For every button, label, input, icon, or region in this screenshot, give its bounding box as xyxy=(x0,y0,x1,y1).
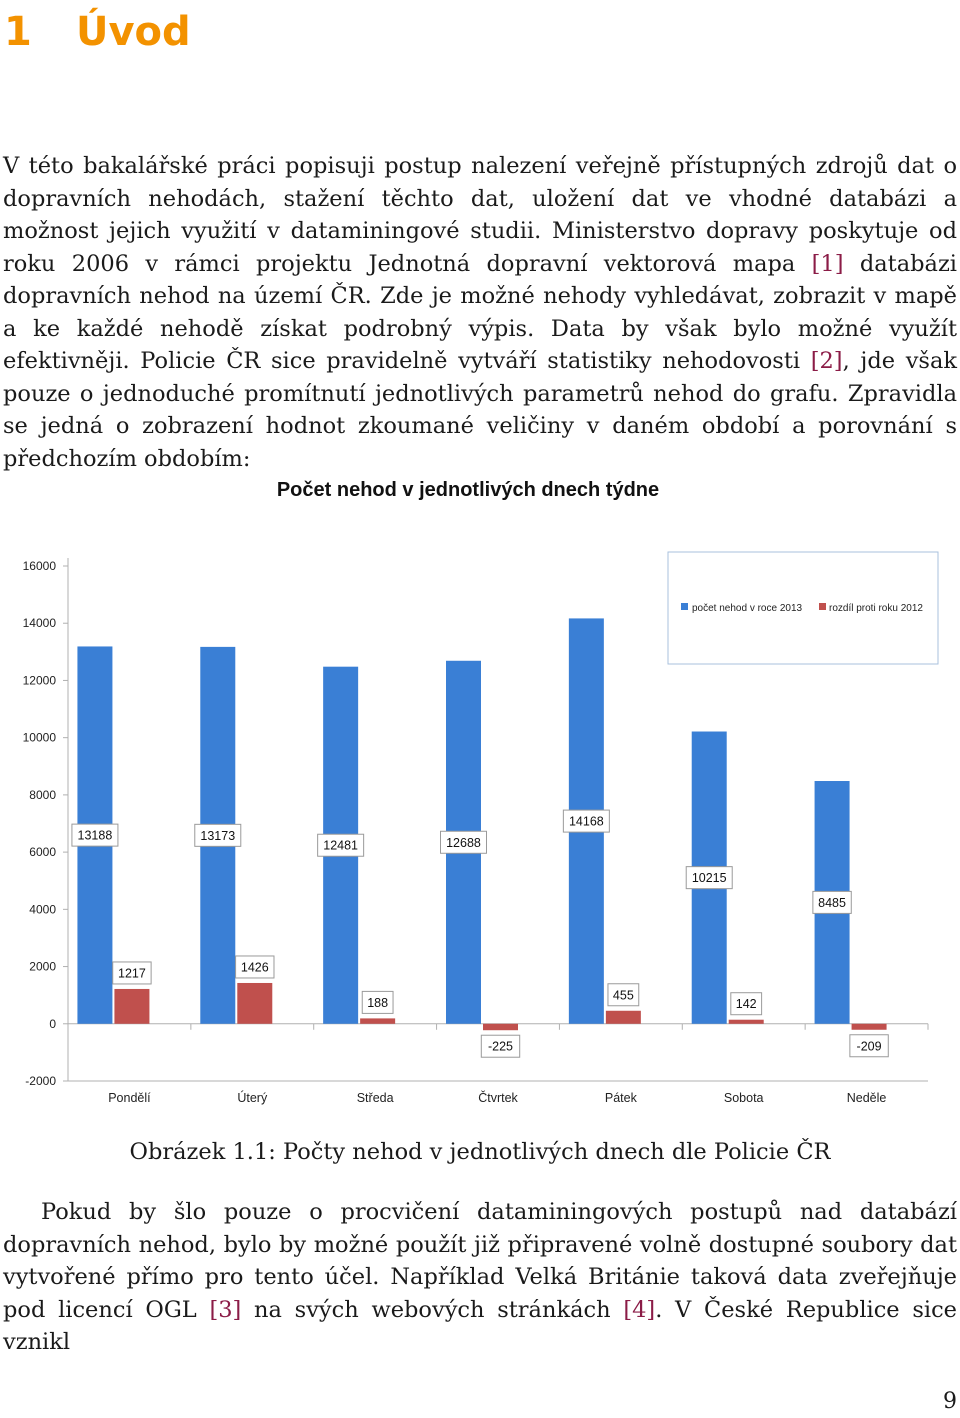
x-tick-label: Sobota xyxy=(723,1091,764,1105)
legend-label: rozdíl proti roku 2012 xyxy=(829,603,923,614)
chapter-number: 1 xyxy=(4,9,32,55)
data-label: 13188 xyxy=(77,828,113,843)
bar-rozdíl-proti-roku-2012 xyxy=(729,1020,764,1024)
data-label: 1426 xyxy=(240,960,269,975)
data-label: -225 xyxy=(487,1039,514,1054)
x-tick-label: Pondělí xyxy=(108,1091,151,1105)
y-tick-label: 14000 xyxy=(22,616,56,631)
x-tick-label: Úterý xyxy=(237,1091,268,1105)
page-number: 9 xyxy=(943,1389,957,1414)
y-tick-label: 12000 xyxy=(22,673,56,688)
paragraph-text: , jde však pouze o jednoduché promítnutí jednotlivých parametrů nehod do grafu. Zpravidla se jedná o zobrazení hodnot zkoumané veličiny v daném období a porovnání s předchozím obdobím: xyxy=(3,348,957,472)
data-label: 1217 xyxy=(118,966,146,981)
data-label: 10215 xyxy=(691,871,727,886)
citation-link-3[interactable]: [3] xyxy=(209,1296,242,1323)
y-tick-label: 8000 xyxy=(29,787,56,802)
y-tick-label: -2000 xyxy=(25,1074,56,1088)
bar-rozdíl-proti-roku-2012 xyxy=(852,1024,887,1030)
bar-rozdíl-proti-roku-2012 xyxy=(360,1018,395,1023)
x-tick-label: Středa xyxy=(356,1091,394,1105)
paragraph-text: V této bakalářské práci popisuji postup nalezení veřejně přístupných zdrojů dat o dopravních nehodách, stažení těchto dat, uložení dat ve vhodné databázi a možnost jejich využití v dataminingové studii. Ministerstvo dopravy poskytuje od roku 2006 v rámci projektu Jednotná dopravní vektorová mapa xyxy=(3,153,957,277)
data-label: 12481 xyxy=(323,838,359,853)
legend-label: počet nehod v roce 2013 xyxy=(692,603,803,614)
data-label: 14168 xyxy=(568,814,604,829)
data-label: -209 xyxy=(856,1039,882,1054)
data-label: 188 xyxy=(367,995,389,1010)
paragraph-text: . V České Republice sice vznikl xyxy=(3,1296,957,1355)
paragraph-text: databázi dopravních nehod na území ČR. Zde je možné nehody vyhledávat, zobrazit v mapě a ke každé nehodě získat podrobný výpis. Data by však bylo možné využít efektivněji. Policie ČR sice pravidelně vytváří statistiky nehodovosti xyxy=(3,250,957,374)
legend-swatch xyxy=(819,603,826,610)
citation-link-4[interactable]: [4] xyxy=(623,1296,656,1323)
data-label: 13173 xyxy=(200,828,236,843)
y-tick-label: 10000 xyxy=(22,730,56,745)
y-tick-label: 6000 xyxy=(29,845,56,860)
data-label: 142 xyxy=(735,997,757,1012)
bar-rozdíl-proti-roku-2012 xyxy=(237,983,272,1024)
citation-link-2[interactable]: [2] xyxy=(810,348,843,374)
y-tick-label: 16000 xyxy=(22,559,56,573)
x-tick-label: Pátek xyxy=(604,1091,637,1105)
x-tick-label: Čtvrtek xyxy=(478,1091,518,1105)
chart-title: Počet nehod v jednotlivých dnech týdne xyxy=(276,479,660,501)
paragraph-text: na svých webových stránkách xyxy=(241,1296,624,1323)
chapter-heading xyxy=(4,6,191,58)
y-tick-label: 4000 xyxy=(29,902,56,917)
x-tick-label: Neděle xyxy=(846,1091,887,1105)
chapter-title: Úvod xyxy=(76,9,191,55)
legend-swatch xyxy=(681,603,688,610)
y-tick-label: 0 xyxy=(49,1016,56,1031)
bar-rozdíl-proti-roku-2012 xyxy=(483,1024,518,1030)
citation-link-1[interactable]: [1] xyxy=(811,250,844,277)
data-label: 455 xyxy=(612,988,634,1003)
paragraph-text: Pokud by šlo pouze o procvičení dataminingových postupů nad databází dopravních nehod, bylo by možné použít již připravené volně dostupné soubory dat vytvořené přímo pro tento účel. Například Velká Británie taková data zveřejňuje pod licencí OGL xyxy=(3,1199,957,1323)
second-paragraph xyxy=(3,1196,957,1359)
y-tick-label: 2000 xyxy=(29,959,56,974)
intro-paragraph xyxy=(3,150,957,475)
bar-rozdíl-proti-roku-2012 xyxy=(606,1011,641,1024)
data-label: 12688 xyxy=(446,835,481,850)
data-label: 8485 xyxy=(818,895,846,910)
figure-caption: Obrázek 1.1: Počty nehod v jednotlivých dnech dle Policie ČR xyxy=(129,1139,831,1165)
bar-rozdíl-proti-roku-2012 xyxy=(114,989,149,1024)
accidents-by-weekday-chart xyxy=(0,466,960,1126)
